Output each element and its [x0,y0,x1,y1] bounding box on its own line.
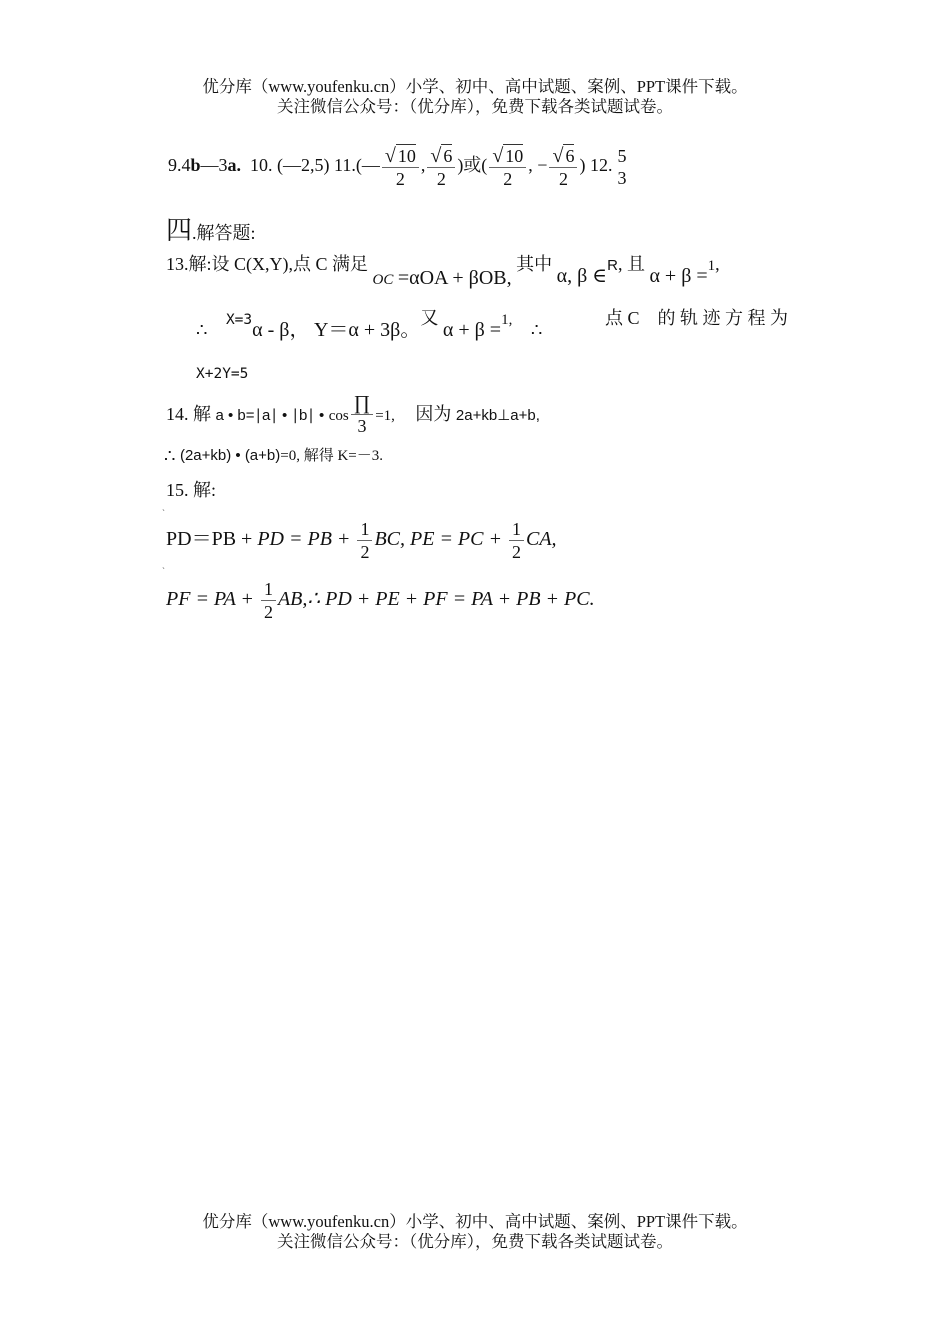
q13-y-eq: Y＝α + 3β。 [313,319,421,341]
q14-line-2 [164,442,383,468]
q13-one: 1 [707,258,716,274]
q15-half-num-3: 1 [261,578,276,601]
q15-half-1 [357,518,372,563]
q12-num: 5 [617,146,627,166]
q9-a: a. [227,155,242,176]
q14-den: 3 [357,416,367,436]
q14-eq1: =1, [375,408,395,424]
q14-pi: ∏ [351,392,373,415]
q15-line-1 [166,518,557,563]
q11-den-1: 2 [395,169,405,189]
q15-ca: CA, [526,528,557,551]
q13-real-set: R [607,257,618,274]
section-number: 四 [166,216,193,245]
q15-half-den-1: 2 [360,542,370,562]
q13-and: , 且 [617,254,645,274]
q15-bc-pe: BC, PE [374,528,435,551]
q11-radicand-1: 10 [397,146,416,166]
q15-half-num-2: 1 [509,518,524,541]
q13-x-rest: α - β， [252,319,310,341]
q9-number: 9.4 [168,155,191,176]
q13-oc: OC [372,272,394,288]
q15-eq-pb: = PB + [284,528,356,551]
footer-line-2: 关注微信公众号：（优分库），免费下载各类试题试卷。 [277,1232,673,1251]
q15-pd-2: PD [257,528,284,551]
q15-half-den-2: 2 [512,542,521,562]
q12-frac [614,145,629,189]
q14-frac [351,392,373,437]
q15-eq-sign: ＝ [191,528,212,551]
header-line-1: 优分库（www.youfenku.cn）小学、初中、高中试题、案例、PPT课件下载。 [202,77,748,96]
q13-sum-2: α + β = [442,319,502,341]
q15-half-num-1: 1 [357,518,372,541]
q11-prefix: 11.(— [334,155,380,176]
q13-comma: , [715,254,720,274]
q13-alpha-beta: α, β ∈ [556,265,608,287]
q9-dash: —3 [200,155,228,176]
section-heading [166,216,256,250]
q11-or: )或( [457,155,488,176]
q11-den-4: 2 [558,169,568,189]
q11-den-2: 2 [436,169,446,189]
q11-close: ) [579,155,586,176]
q14-line-1 [166,392,540,437]
q15-half-3 [261,578,276,623]
section-title: .解答题: [192,223,256,243]
q11-radicand-2: 6 [443,146,453,166]
q14-cos: cos [328,408,349,424]
q14-product: (2a+kb) • (a+b) [179,447,281,464]
q13-where: 其中 [516,254,553,274]
q11-frac-2: $\frac{√ 6}{2}$ [427,144,455,190]
q14-therefore: ∴ [164,446,176,466]
q13-trajectory: 点 C 的 轨 迹 方 程 为 [604,308,788,328]
q13-line-1 [166,252,720,289]
answers-9-12 [168,144,631,190]
q11-frac-4: $\frac{√ 6}{2}$ [549,144,577,190]
q11-radicand-3: 10 [505,146,524,166]
q15-conclusion: AB,∴ PD + PE + PF = PA + PB + PC. [277,588,595,611]
q13-therefore: ∴ [196,320,208,340]
q14-solution: =0, 解得 K=－3. [280,448,384,464]
q13-again: 又 [420,308,439,328]
q15-vector-mark-2: ˋ [162,566,165,576]
q11-comma: , [420,155,426,176]
q15-pf: PF [166,588,191,611]
q14-because: 因为 [415,404,452,424]
q14-lead: 14. 解 [166,404,211,424]
q13-result: X+2Y=5 [196,366,249,382]
q14-condition: 2a+kb⊥a+b, [455,407,540,424]
q12-prefix: 12. [589,155,613,176]
q11-frac-3: $\frac{√ 10}{2}$ [489,144,526,190]
q15-pb: PB + [211,528,258,551]
q15-vector-mark-1: ˋ [162,508,165,518]
q14-expr: a • b=∣a∣ • ∣b∣ • [215,407,325,424]
page-header [0,77,950,117]
q13-one-2: 1, [501,312,513,328]
q11-frac-1: $\frac{√ 10}{2}$ [382,144,419,190]
page-footer [0,1212,950,1252]
q11-comma-minus: , − [528,155,548,176]
q13-line-2 [196,306,788,341]
q11-den-3: 2 [503,169,513,189]
q15-eq-pc: = PC + [434,528,507,551]
q15-line-2 [166,578,595,623]
q10-answer: 10. (—2,5) [250,155,330,176]
q13-therefore-2: ∴ [530,320,543,340]
q15-lead: 15. 解: [166,480,217,500]
q13-sum: α + β = [649,265,708,287]
q15-eq-pa: = PA + [190,588,259,611]
header-line-2: 关注微信公众号：（优分库），免费下载各类试题试卷。 [277,97,673,116]
q15-half-2 [509,518,524,563]
q12-den: 3 [617,168,627,188]
q9-b: b [190,155,201,176]
q13-formula: =αOA + βOB, [397,267,512,289]
q13-x-eq: X=3 [225,312,253,328]
q13-lead: 13.解:设 C(X,Y),点 C 满足 [166,254,368,274]
q15-half-den-3: 2 [263,602,273,622]
q15-pd: PD [166,528,192,551]
q11-radicand-4: 6 [565,146,575,166]
footer-line-1: 优分库（www.youfenku.cn）小学、初中、高中试题、案例、PPT课件下载。 [202,1212,748,1231]
